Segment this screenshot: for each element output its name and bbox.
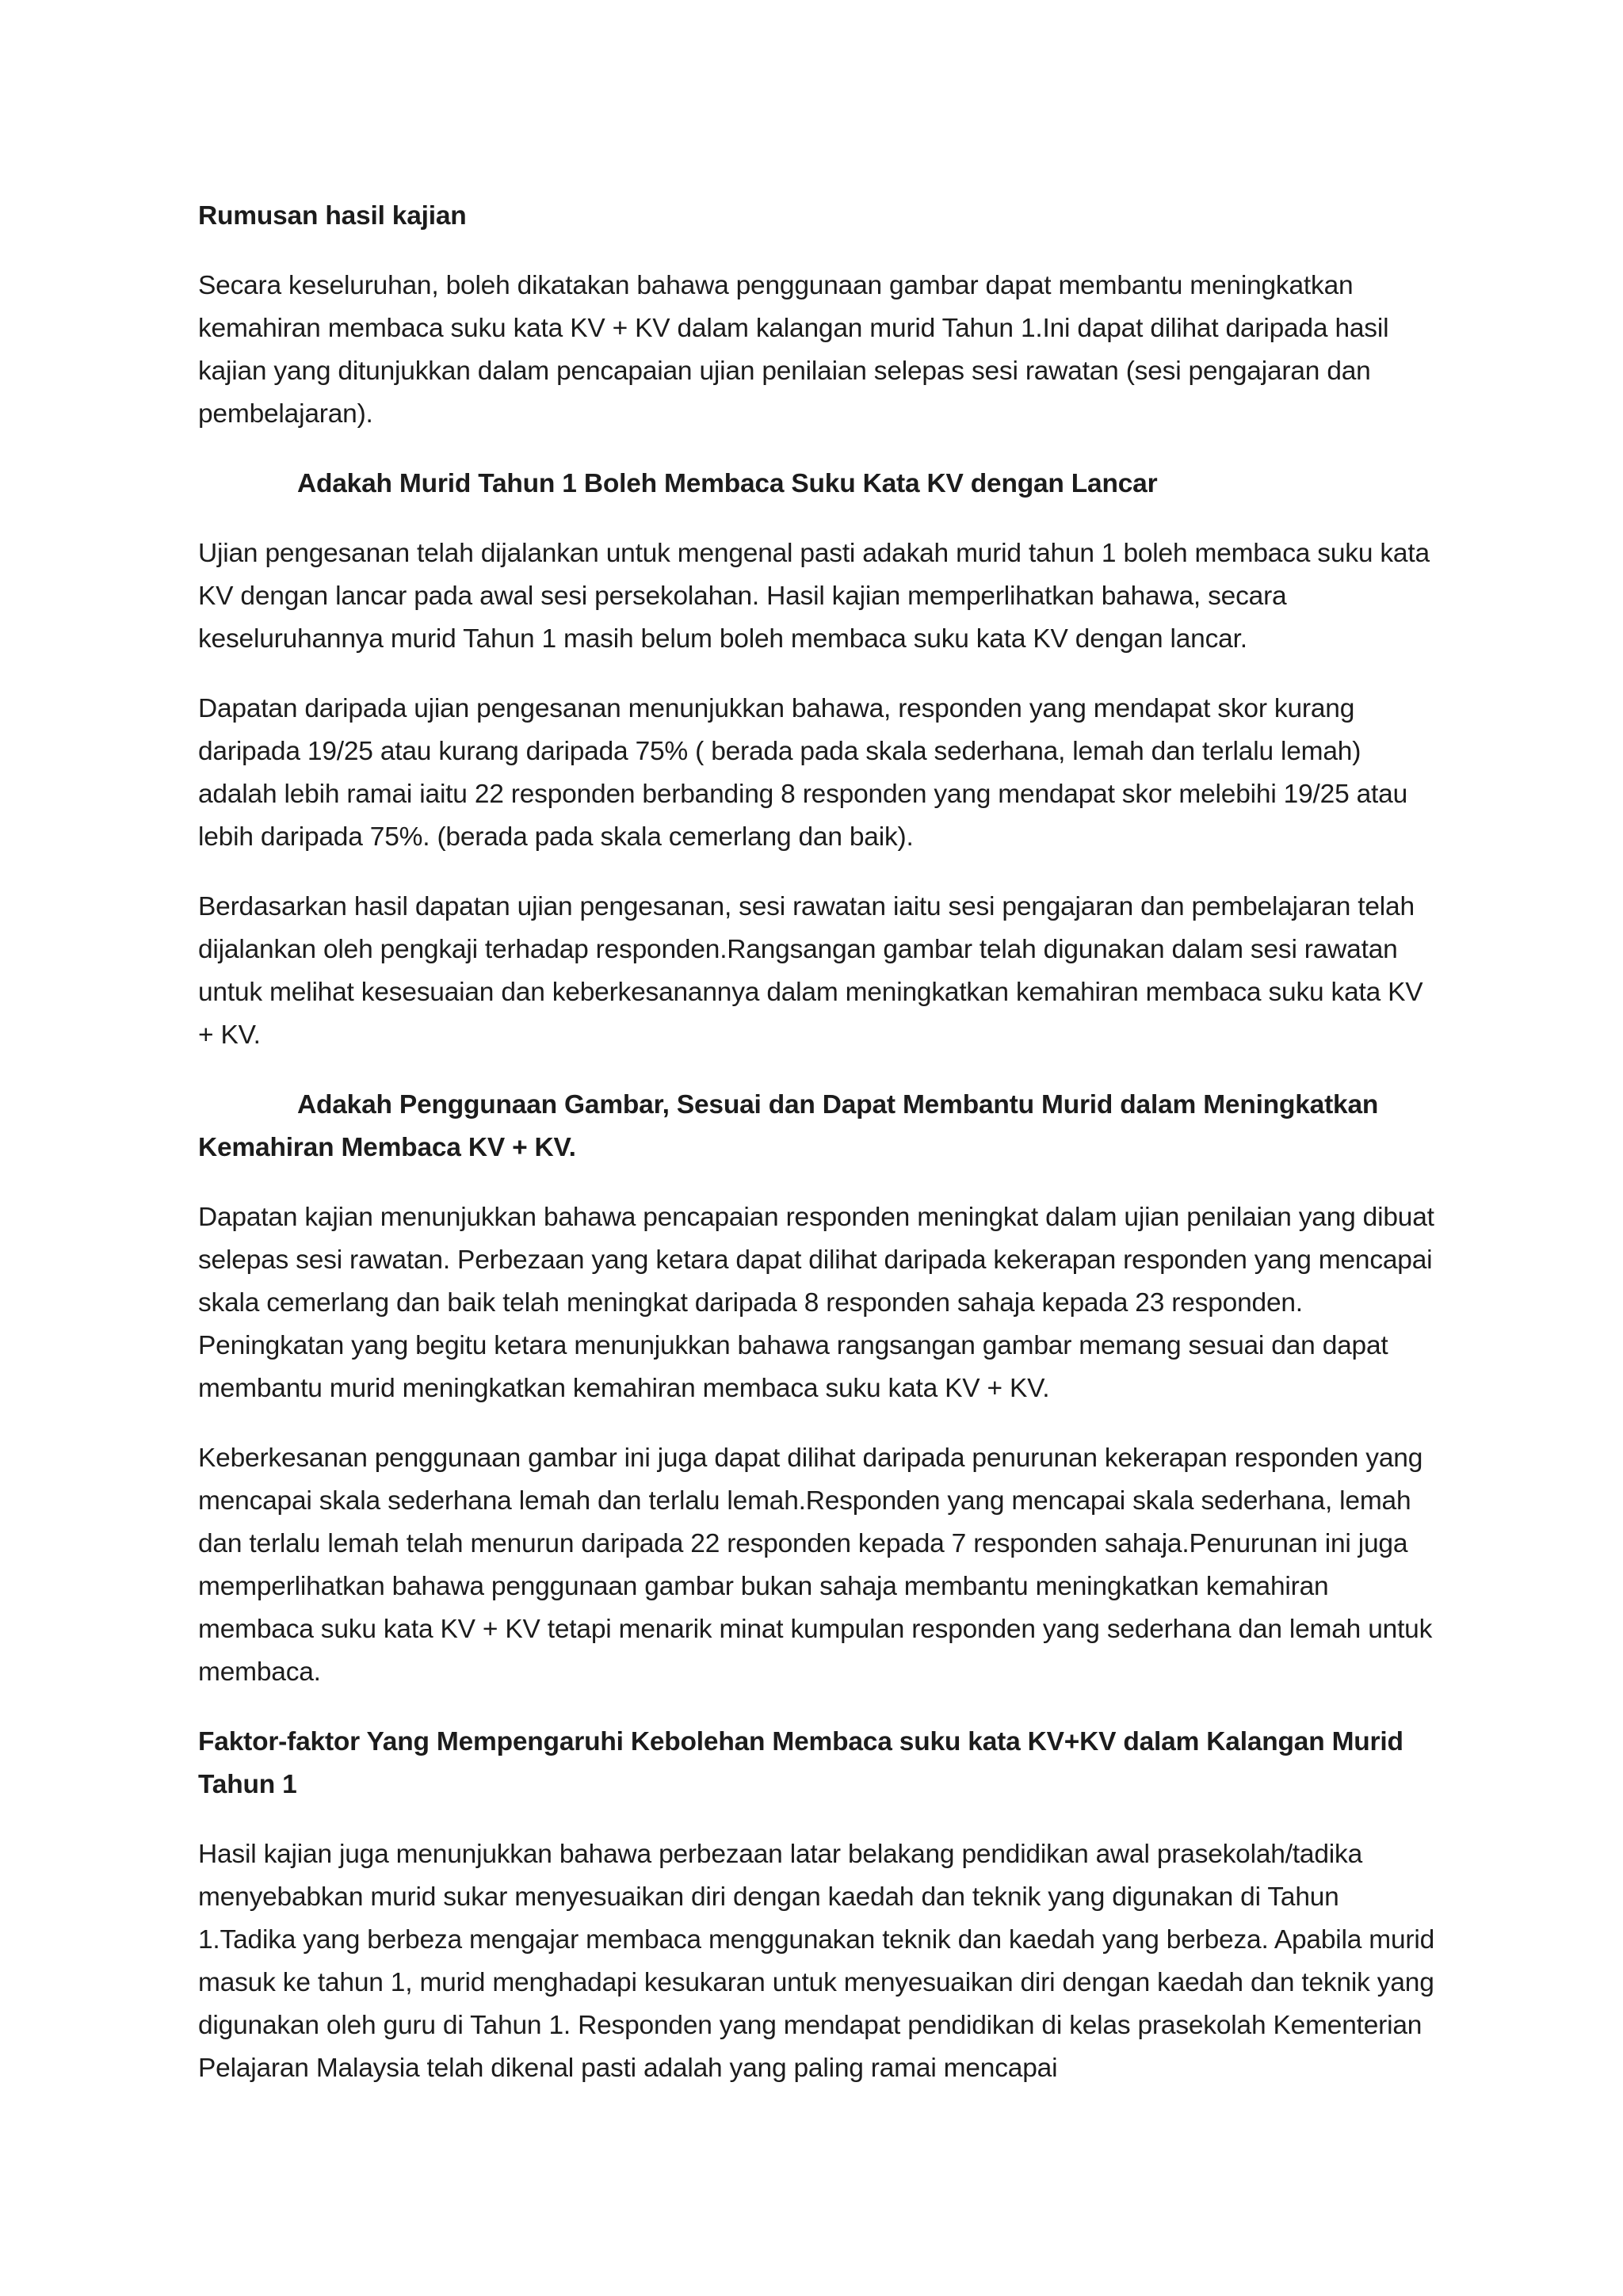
paragraph-screening-results: Dapatan daripada ujian pengesanan menunjukkan bahawa, responden yang mendapat skor kurang daripada 19/25 atau kurang daripada 75% ( berada pada skala sederhana, lemah dan terlalu lemah) adalah lebih ramai iaitu 22 responden berbanding 8 responden yang mendapat skor melebihi 19/25 atau lebih daripada 75%. (berada pada skala cemerlang dan baik). — [198, 694, 1408, 852]
subheading-picture-use: Adakah Penggunaan Gambar, Sesuai dan Dapat Membantu Murid dalam Meningkatkan Kemahiran Membaca KV + KV. — [198, 1090, 1379, 1162]
paragraph-summary: Secara keseluruhan, boleh dikatakan bahawa penggunaan gambar dapat membantu meningkatkan kemahiran membaca suku kata KV + KV dalam kalangan murid Tahun 1.Ini dapat dilihat daripada hasil kajian yang ditunjukkan dalam pencapaian ujian penilaian selepas sesi rawatan (sesi pengajaran dan pembelajaran). — [198, 271, 1389, 429]
paragraph-treatment-session: Berdasarkan hasil dapatan ujian pengesanan, sesi rawatan iaitu sesi pengajaran dan pembelajaran telah dijalankan oleh pengkaji terhadap responden.Rangsangan gambar telah digunakan dalam sesi rawatan untuk melihat kesesuaian dan keberkesanannya dalam meningkatkan kemahiran membaca suku kata KV + KV. — [198, 892, 1423, 1050]
subheading-reading-fluency: Adakah Murid Tahun 1 Boleh Membaca Suku Kata KV dengan Lancar — [297, 469, 1158, 498]
document-page — [198, 195, 1442, 2117]
section-title: Rumusan hasil kajian — [198, 201, 467, 231]
subheading-factors: Faktor-faktor Yang Mempengaruhi Kebolehan Membaca suku kata KV+KV dalam Kalangan Murid Tahun 1 — [198, 1727, 1403, 1799]
paragraph-screening-test: Ujian pengesanan telah dijalankan untuk mengenal pasti adakah murid tahun 1 boleh membaca suku kata KV dengan lancar pada awal sesi persekolahan. Hasil kajian memperlihatkan bahawa, secara keseluruhannya murid Tahun 1 masih belum boleh membaca suku kata KV dengan lancar. — [198, 539, 1430, 654]
paragraph-achievement-increase: Dapatan kajian menunjukkan bahawa pencapaian responden meningkat dalam ujian penilaian yang dibuat selepas sesi rawatan. Perbezaan yang ketara dapat dilihat daripada kekerapan responden yang mencapai skala cemerlang dan baik telah meningkat daripada 8 responden sahaja kepada 23 responden. Peningkatan yang begitu ketara menunjukkan bahawa rangsangan gambar memang sesuai dan dapat membantu murid meningkatkan kemahiran membaca suku kata KV + KV. — [198, 1203, 1434, 1403]
paragraph-effectiveness: Keberkesanan penggunaan gambar ini juga dapat dilihat daripada penurunan kekerapan responden yang mencapai skala sederhana lemah dan terlalu lemah.Responden yang mencapai skala sederhana, lemah dan terlalu lemah telah menurun daripada 22 responden kepada 7 responden sahaja.Penurunan ini juga memperlihatkan bahawa penggunaan gambar bukan sahaja membantu meningkatkan kemahiran membaca suku kata KV + KV tetapi menarik minat kumpulan responden yang sederhana dan lemah untuk membaca. — [198, 1444, 1433, 1687]
paragraph-preschool-background: Hasil kajian juga menunjukkan bahawa perbezaan latar belakang pendidikan awal prasekolah/tadika menyebabkan murid sukar menyesuaikan diri dengan kaedah dan teknik yang digunakan di Tahun 1.Tadika yang berbeza mengajar membaca menggunakan teknik dan kaedah yang berbeza. Apabila murid masuk ke tahun 1, murid menghadapi kesukaran untuk menyesuaikan diri dengan kaedah dan teknik yang digunakan oleh guru di Tahun 1. Responden yang mendapat pendidikan di kelas prasekolah Kementerian Pelajaran Malaysia telah dikenal pasti adalah yang paling ramai mencapai — [198, 1840, 1435, 2083]
